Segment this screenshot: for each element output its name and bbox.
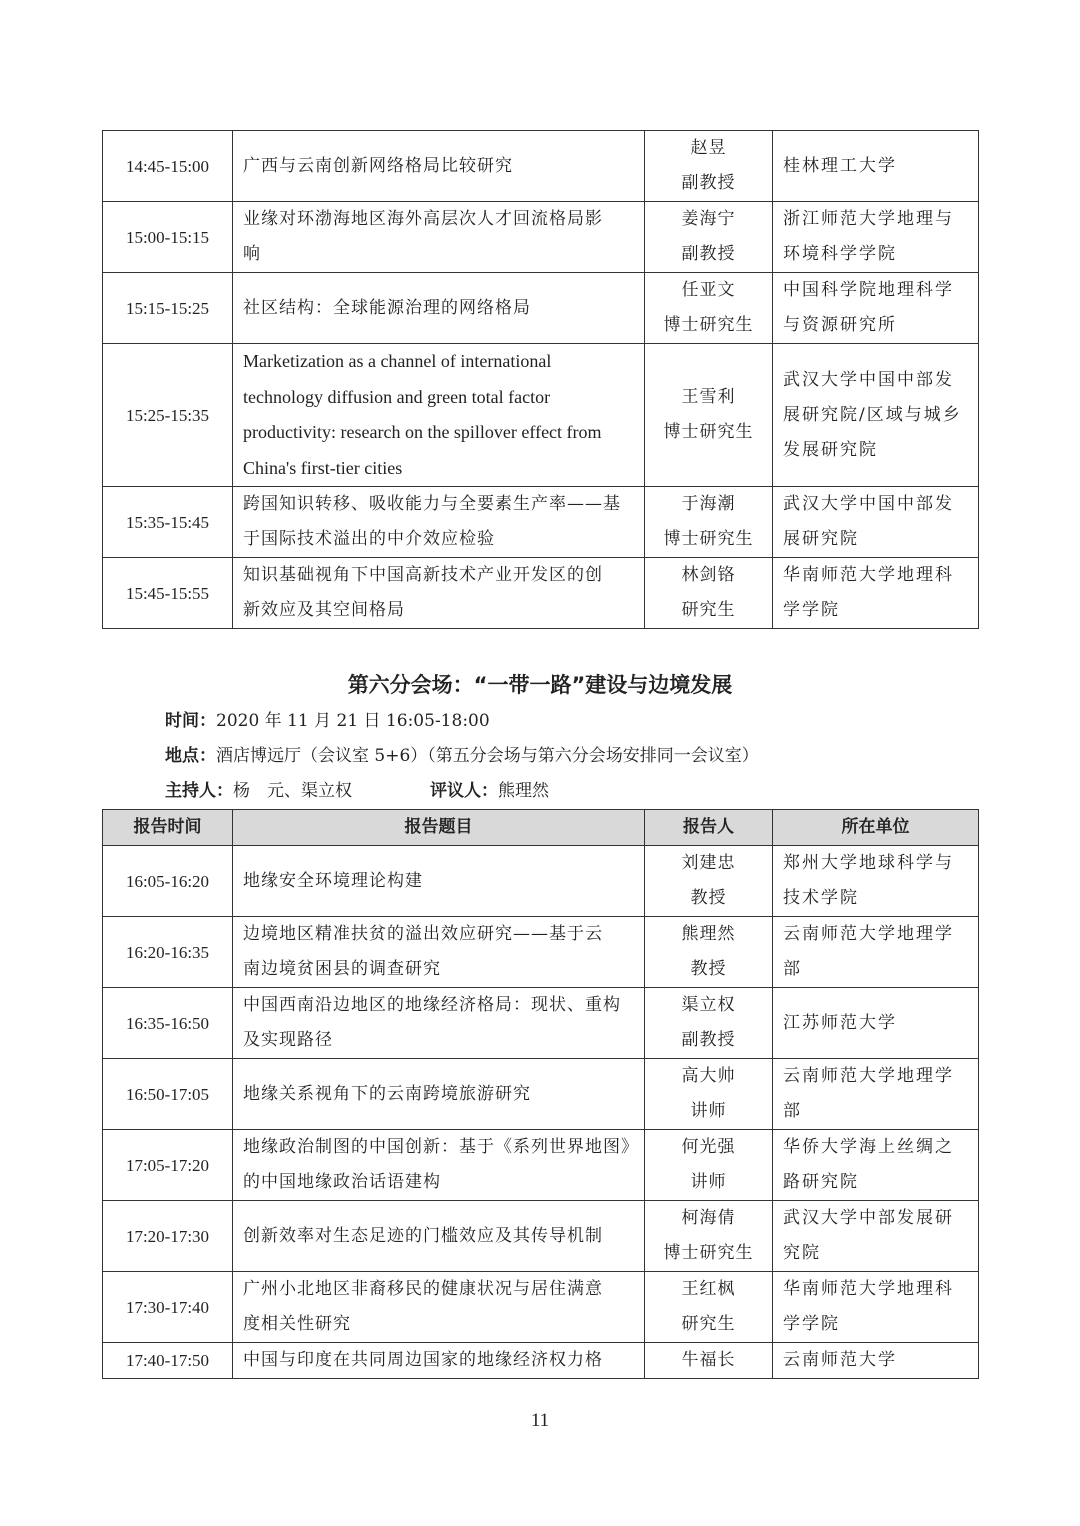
time-cell: 16:05-16:20 [103, 846, 233, 917]
session-time-label: 时间： [165, 711, 216, 731]
topic-cell-line: 跨国知识转移、吸收能力与全要素生产率——基 [243, 494, 621, 514]
topic-cell-line: 知识基础视角下中国高新技术产业开发区的创 [243, 565, 603, 585]
speaker-cell [645, 1201, 773, 1272]
time-cell: 17:40-17:50 [103, 1343, 233, 1379]
time-cell: 15:00-15:15 [103, 202, 233, 273]
unit-cell-line: 部 [783, 1101, 802, 1121]
unit-cell-line: 云南师范大学 [783, 1350, 897, 1370]
topic-cell [233, 917, 645, 988]
unit-cell [773, 917, 979, 988]
unit-cell-line: 桂林理工大学 [783, 155, 897, 176]
topic-cell-line: technology diffusion and green total factor [243, 386, 551, 407]
speaker-cell [645, 344, 773, 487]
schedule-table-body [103, 131, 979, 629]
unit-cell [773, 1059, 979, 1130]
speaker-cell-line: 高大帅 [681, 1066, 736, 1086]
topic-cell-line: 度相关性研究 [243, 1314, 351, 1334]
unit-cell-line: 浙江师范大学地理与 [783, 209, 954, 229]
topic-cell [233, 1059, 645, 1130]
unit-cell-line: 部 [783, 959, 802, 979]
time-cell: 16:20-16:35 [103, 917, 233, 988]
topic-cell-line: 地缘关系视角下的云南跨境旅游研究 [243, 1083, 531, 1104]
unit-cell-line: 中国科学院地理科学 [783, 280, 954, 300]
topic-cell-line: 业缘对环渤海地区海外高层次人才回流格局影 [243, 209, 603, 229]
speaker-cell [645, 846, 773, 917]
unit-cell-line: 郑州大学地球科学与 [783, 853, 954, 873]
topic-cell-line: productivity: research on the spillover effect from [243, 422, 602, 442]
topic-cell [233, 988, 645, 1059]
speaker-cell-line: 讲师 [690, 1101, 727, 1121]
table-row [103, 1201, 979, 1272]
topic-cell [233, 202, 645, 273]
speaker-cell-line: 研究生 [681, 600, 736, 620]
topic-cell-line: 广西与云南创新网络格局比较研究 [243, 155, 513, 176]
unit-cell [773, 202, 979, 273]
speaker-cell [645, 273, 773, 344]
table-row [103, 1343, 979, 1379]
speaker-cell [645, 1059, 773, 1130]
speaker-cell [645, 1272, 773, 1343]
time-cell: 16:50-17:05 [103, 1059, 233, 1130]
topic-cell-line: 创新效率对生态足迹的门槛效应及其传导机制 [243, 1225, 603, 1246]
session-reviewer-label: 评议人： [430, 781, 498, 801]
schedule-table-body [103, 846, 979, 1379]
topic-cell-line: 的中国地缘政治话语建构 [243, 1172, 441, 1192]
unit-cell-line: 展研究院/区域与城乡 [783, 404, 962, 425]
table-row [103, 558, 979, 629]
speaker-cell [645, 131, 773, 202]
unit-cell-line: 技术学院 [783, 888, 859, 908]
topic-cell-line: 新效应及其空间格局 [243, 600, 405, 620]
schedule-table-header [103, 810, 979, 846]
topic-cell [233, 273, 645, 344]
session-place-label: 地点： [165, 746, 216, 766]
schedule-table-previous-session [102, 130, 979, 629]
schedule-table-session-six [102, 809, 979, 1379]
topic-cell-line: 中国西南沿边地区的地缘经济格局：现状、重构 [243, 995, 621, 1015]
speaker-cell-line: 副教授 [681, 244, 736, 264]
speaker-cell-line: 博士研究生 [663, 422, 754, 442]
unit-cell-line: 云南师范大学地理学 [783, 1066, 954, 1086]
table-row [103, 917, 979, 988]
speaker-cell-line: 林剑铬 [681, 565, 736, 585]
topic-cell [233, 1343, 645, 1379]
time-cell: 15:15-15:25 [103, 273, 233, 344]
topic-cell-line: 地缘政治制图的中国创新：基于《系列世界地图》 [243, 1137, 639, 1157]
speaker-cell-line: 王雪利 [681, 387, 736, 407]
session-host-value: 杨 元、渠立权 [233, 781, 352, 801]
session-title: 第六分会场：“一带一路”建设与边境发展 [347, 673, 733, 697]
unit-cell-line: 武汉大学中国中部发 [783, 369, 954, 390]
topic-cell [233, 558, 645, 629]
unit-cell-line: 华南师范大学地理科 [783, 565, 954, 585]
topic-cell-line: 社区结构：全球能源治理的网络格局 [243, 297, 531, 318]
topic-cell [233, 1272, 645, 1343]
topic-cell-line: Marketization as a channel of international [243, 351, 552, 371]
speaker-cell [645, 1130, 773, 1201]
topic-cell [233, 131, 645, 202]
speaker-cell-line: 博士研究生 [663, 315, 754, 335]
unit-cell-line: 发展研究院 [783, 439, 878, 460]
session-host-label: 主持人： [165, 781, 233, 801]
speaker-cell-line: 王红枫 [681, 1279, 736, 1299]
time-cell: 15:25-15:35 [103, 344, 233, 487]
unit-cell [773, 988, 979, 1059]
speaker-cell-line: 副教授 [681, 1030, 736, 1050]
session-time-value: 2020 年 11 月 21 日 16:05-18:00 [216, 711, 490, 731]
table-row [103, 846, 979, 917]
speaker-cell-line: 渠立权 [681, 995, 736, 1015]
table-row [103, 487, 979, 558]
unit-cell-line: 华南师范大学地理科 [783, 1279, 954, 1299]
unit-cell [773, 131, 979, 202]
header-row [103, 810, 979, 846]
speaker-cell-line: 柯海倩 [681, 1208, 736, 1228]
speaker-cell-line: 于海潮 [681, 494, 736, 514]
speaker-cell-line: 教授 [690, 888, 727, 908]
unit-cell [773, 1272, 979, 1343]
topic-cell-line: 中国与印度在共同周边国家的地缘经济权力格 [243, 1350, 603, 1370]
speaker-cell [645, 202, 773, 273]
speaker-cell-line: 讲师 [690, 1172, 727, 1192]
speaker-cell-line: 副教授 [681, 173, 736, 193]
page-number: 11 [530, 1410, 550, 1431]
time-cell: 17:30-17:40 [103, 1272, 233, 1343]
topic-cell [233, 1130, 645, 1201]
speaker-cell-line: 熊理然 [681, 924, 736, 944]
unit-cell [773, 273, 979, 344]
unit-cell [773, 1130, 979, 1201]
topic-cell-line: China's first-tier cities [243, 457, 403, 478]
time-cell: 14:45-15:00 [103, 131, 233, 202]
unit-cell-line: 华侨大学海上丝绸之 [783, 1137, 954, 1157]
topic-cell-line: 广州小北地区非裔移民的健康状况与居住满意 [243, 1279, 603, 1299]
header-unit: 所在单位 [773, 810, 979, 846]
unit-cell-line: 路研究院 [783, 1172, 859, 1192]
unit-cell [773, 1343, 979, 1379]
unit-cell [773, 487, 979, 558]
speaker-cell-line: 研究生 [681, 1314, 736, 1334]
speaker-cell-line: 牛福长 [681, 1350, 736, 1370]
speaker-cell [645, 487, 773, 558]
topic-cell-line: 响 [243, 244, 261, 264]
unit-cell-line: 学学院 [783, 600, 840, 620]
unit-cell-line: 学学院 [783, 1314, 840, 1334]
topic-cell [233, 846, 645, 917]
unit-cell-line: 武汉大学中部发展研 [783, 1208, 954, 1228]
topic-cell [233, 487, 645, 558]
topic-cell-line: 地缘安全环境理论构建 [243, 870, 423, 891]
topic-cell-line: 及实现路径 [243, 1030, 333, 1050]
header-time: 报告时间 [103, 810, 233, 846]
speaker-cell [645, 1343, 773, 1379]
session-host-line [165, 776, 549, 806]
unit-cell-line: 江苏师范大学 [783, 1012, 897, 1033]
table-row [103, 273, 979, 344]
unit-cell-line: 云南师范大学地理学 [783, 924, 954, 944]
table-row [103, 202, 979, 273]
time-cell: 17:20-17:30 [103, 1201, 233, 1272]
time-cell: 17:05-17:20 [103, 1130, 233, 1201]
unit-cell [773, 1201, 979, 1272]
speaker-cell-line: 博士研究生 [663, 529, 754, 549]
topic-cell-line: 于国际技术溢出的中介效应检验 [243, 529, 495, 549]
unit-cell [773, 846, 979, 917]
time-cell: 16:35-16:50 [103, 988, 233, 1059]
time-cell: 15:45-15:55 [103, 558, 233, 629]
speaker-cell-line: 刘建忠 [681, 853, 736, 873]
speaker-cell [645, 917, 773, 988]
speaker-cell [645, 558, 773, 629]
session-reviewer-value: 熊理然 [498, 781, 549, 801]
unit-cell [773, 558, 979, 629]
speaker-cell-line: 教授 [690, 959, 727, 979]
table-row [103, 988, 979, 1059]
header-topic: 报告题目 [233, 810, 645, 846]
session-time-line [165, 706, 490, 736]
speaker-cell-line: 博士研究生 [663, 1243, 754, 1263]
unit-cell-line: 环境科学学院 [783, 244, 897, 264]
topic-cell [233, 1201, 645, 1272]
table-row [103, 1059, 979, 1130]
topic-cell-line: 南边境贫困县的调查研究 [243, 959, 441, 979]
unit-cell-line: 与资源研究所 [783, 315, 897, 335]
speaker-cell-line: 任亚文 [681, 280, 736, 300]
speaker-cell-line: 姜海宁 [681, 209, 736, 229]
table-row [103, 131, 979, 202]
unit-cell-line: 究院 [783, 1243, 821, 1263]
unit-cell-line: 武汉大学中国中部发 [783, 494, 954, 514]
speaker-cell [645, 988, 773, 1059]
session-place-line [165, 741, 759, 771]
session-place-value: 酒店博远厅（会议室 5+6）（第五分会场与第六分会场安排同一会议室） [216, 746, 759, 766]
unit-cell-line: 展研究院 [783, 529, 859, 549]
header-speaker: 报告人 [645, 810, 773, 846]
topic-cell [233, 344, 645, 487]
speaker-cell-line: 何光强 [681, 1137, 736, 1157]
table-row [103, 1130, 979, 1201]
time-cell: 15:35-15:45 [103, 487, 233, 558]
speaker-cell-line: 赵昱 [690, 138, 727, 158]
table-row [103, 344, 979, 487]
topic-cell-line: 边境地区精准扶贫的溢出效应研究——基于云 [243, 924, 603, 944]
table-row [103, 1272, 979, 1343]
unit-cell [773, 344, 979, 487]
